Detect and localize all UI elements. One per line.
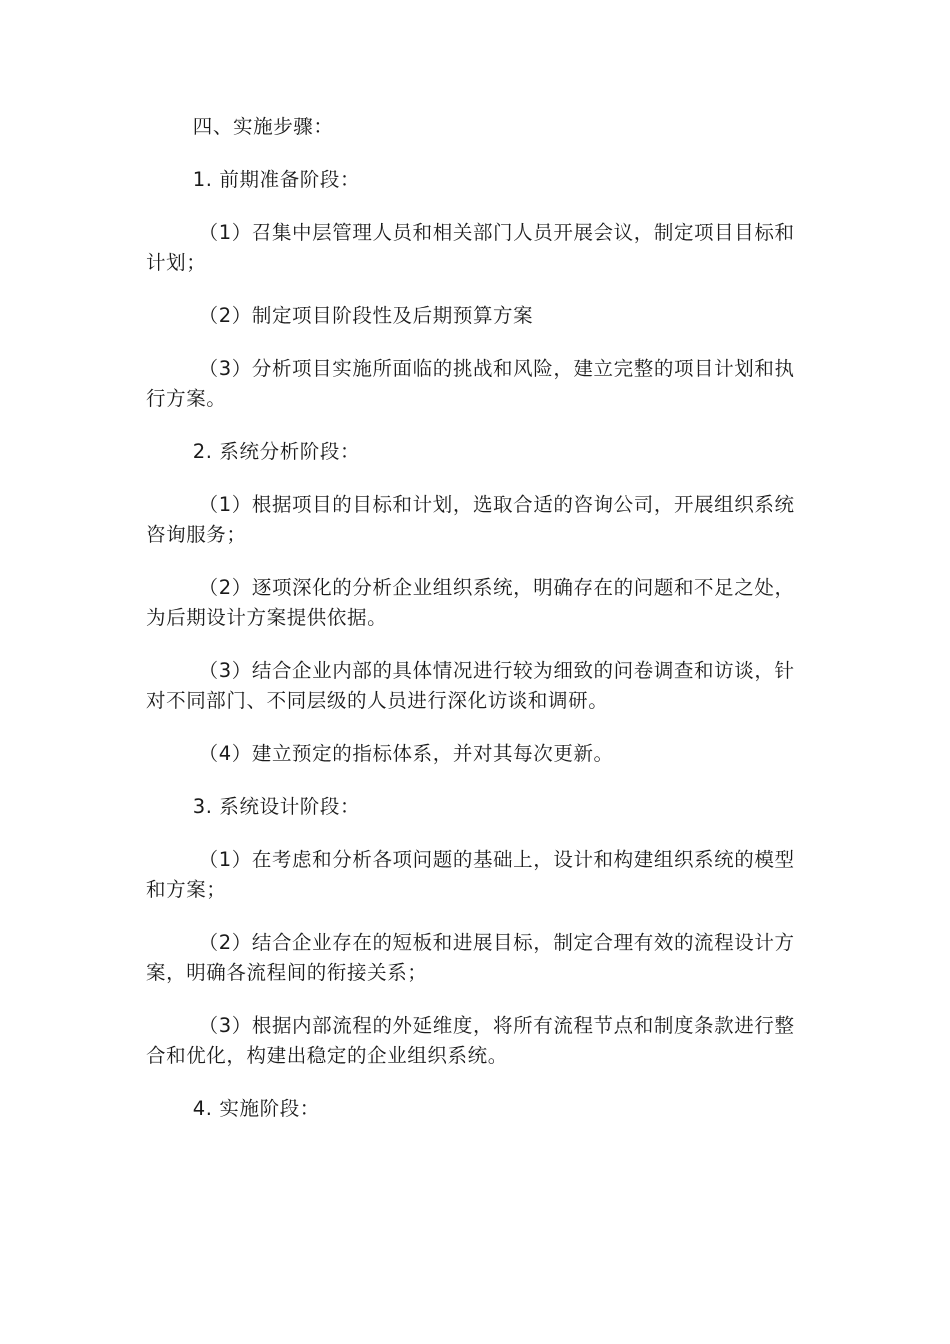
stage-2-title: 2. 系统分析阶段： — [192, 440, 361, 463]
stage-3-item-1: （1）在考虑和分析各项问题的基础上，设计和构建组织系统的模型和方案； — [146, 848, 795, 901]
stage-1-item-1: （1）召集中层管理人员和相关部门人员开展会议，制定项目目标和计划； — [146, 221, 795, 274]
stage-2-item-2: （2）逐项深化的分析企业组织系统，明确存在的问题和不足之处，为后期设计方案提供依据。 — [146, 576, 795, 629]
section-title: 四、实施步骤： — [192, 115, 334, 138]
stage-1-item-3: （3）分析项目实施所面临的挑战和风险，建立完整的项目计划和执行方案。 — [146, 357, 795, 410]
stage-3-item-3: （3）根据内部流程的外延维度，将所有流程节点和制度条款进行整合和优化，构建出稳定的企业组织系统。 — [146, 1014, 795, 1067]
stage-3-title: 3. 系统设计阶段： — [192, 795, 361, 818]
stage-3-item-2: （2）结合企业存在的短板和进展目标，制定合理有效的流程设计方案，明确各流程间的衔接关系； — [146, 931, 795, 984]
stage-1-item-2: （2）制定项目阶段性及后期预算方案 — [198, 304, 534, 327]
document-body — [146, 112, 810, 1147]
stage-2-item-4: （4）建立预定的指标体系，并对其每次更新。 — [198, 742, 614, 765]
stage-2-item-1: （1）根据项目的目标和计划，选取合适的咨询公司，开展组织系统咨询服务； — [146, 493, 795, 546]
stage-4-title: 4. 实施阶段： — [192, 1097, 320, 1120]
stage-2-item-3: （3）结合企业内部的具体情况进行较为细致的问卷调查和访谈，针对不同部门、不同层级的人员进行深化访谈和调研。 — [146, 659, 795, 712]
stage-1-title: 1. 前期准备阶段： — [192, 168, 361, 191]
